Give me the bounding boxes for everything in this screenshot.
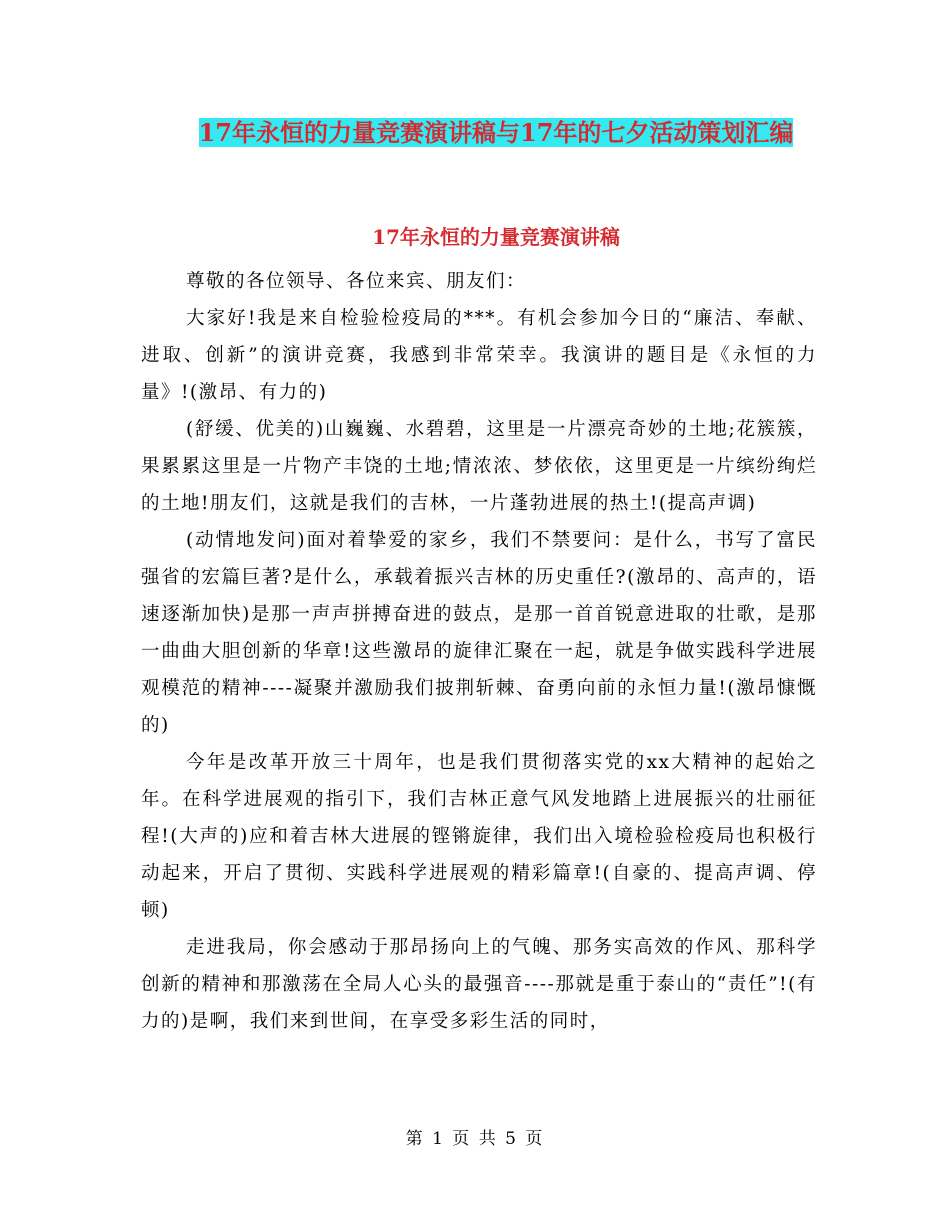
page-footer: 第 1 页 共 5 页 [405, 1129, 545, 1149]
document-title-text: 17年永恒的力量竞赛演讲稿与17年的七夕活动策划汇编 [198, 118, 794, 147]
paragraph: (舒缓、优美的)山巍巍、水碧碧，这里是一片漂亮奇妙的土地;花簇簇，果累累这里是一片物产丰饶的土地;情浓浓、梦依依，这里更是一片缤纷绚烂的土地!朋友们，这就是我们的吉林，一片蓬勃进展的热土!(提高声调) [141, 419, 817, 514]
document-title [140, 113, 852, 152]
paragraph: 大家好!我是来自检验检疫局的***。有机会参加今日的“廉洁、奉献、进取、创新”的演讲竞赛，我感到非常荣幸。我演讲的题目是《永恒的力量》!(激昂、有力的) [141, 308, 817, 403]
paragraph: 今年是改革开放三十周年，也是我们贯彻落实党的xx大精神的起始之年。在科学进展观的指引下，我们吉林正意气风发地踏上进展振兴的壮丽征程!(大声的)应和着吉林大进展的铿锵旋律，我们出入境检验检疫局也积极行动起来，开启了贯彻、实践科学进展观的精彩篇章!(自豪的、提高声调、停顿) [141, 752, 817, 921]
section-title: 17年永恒的力量竞赛演讲稿 [372, 225, 620, 249]
paragraph: 走进我局，你会感动于那昂扬向上的气魄、那务实高效的作风、那科学创新的精神和那激荡在全局人心头的最强音----那就是重于泰山的“责任”!(有力的)是啊，我们来到世间，在享受多彩生活的同时， [141, 937, 817, 1032]
paragraph: (动情地发问)面对着挚爱的家乡，我们不禁要问：是什么，书写了富民强省的宏篇巨著?是什么，承载着振兴吉林的历史重任?(激昂的、高声的，语速逐渐加快)是那一声声拼搏奋进的鼓点，是那一首首锐意进取的壮歌，是那一曲曲大胆创新的华章!这些激昂的旋律汇聚在一起，就是争做实践科学进展观模范的精神----凝聚并激励我们披荆斩棘、奋勇向前的永恒力量!(激昂慷慨的) [141, 530, 817, 736]
paragraph: 尊敬的各位领导、各位来宾、朋友们： [186, 271, 527, 292]
document-body [141, 263, 817, 1040]
